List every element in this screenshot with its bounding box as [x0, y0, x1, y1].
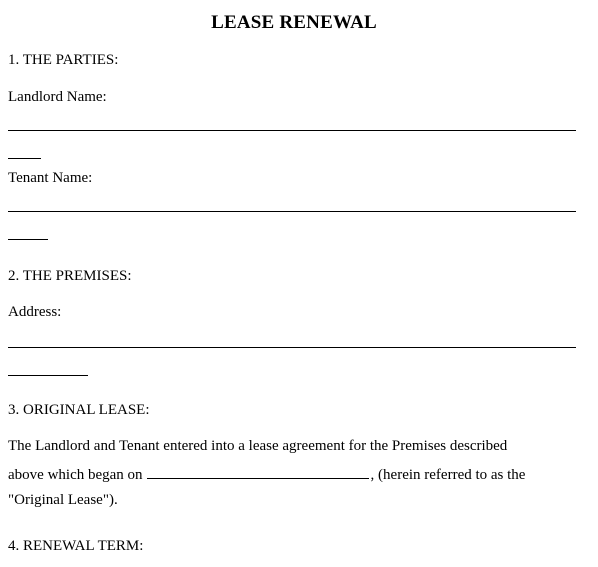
tenant-name-line[interactable] — [8, 211, 576, 212]
original-lease-paragraph-line-2 — [8, 465, 525, 484]
original-lease-paragraph-line-1: The Landlord and Tenant entered into a lease agreement for the Premises described — [8, 438, 508, 454]
landlord-name-line-continuation[interactable] — [8, 158, 41, 159]
original-lease-text-after-date: , (herein referred to as the — [370, 467, 526, 483]
section-heading-parties: 1. THE PARTIES: — [8, 52, 119, 68]
section-heading-renewal-term: 4. RENEWAL TERM: — [8, 538, 144, 554]
tenant-name-line-continuation[interactable] — [8, 239, 48, 240]
landlord-name-label: Landlord Name: — [8, 89, 107, 105]
section-heading-premises: 2. THE PREMISES: — [8, 268, 132, 284]
document-title: LEASE RENEWAL — [211, 12, 377, 33]
original-lease-start-date-blank[interactable] — [147, 465, 369, 479]
address-line-continuation[interactable] — [8, 375, 88, 376]
tenant-name-label: Tenant Name: — [8, 170, 93, 186]
section-heading-original-lease: 3. ORIGINAL LEASE: — [8, 402, 150, 418]
original-lease-text-before-date: above which began on — [8, 467, 143, 483]
address-label: Address: — [8, 304, 62, 320]
original-lease-paragraph-line-3: "Original Lease"). — [8, 492, 118, 508]
landlord-name-line[interactable] — [8, 130, 576, 131]
address-line[interactable] — [8, 347, 576, 348]
